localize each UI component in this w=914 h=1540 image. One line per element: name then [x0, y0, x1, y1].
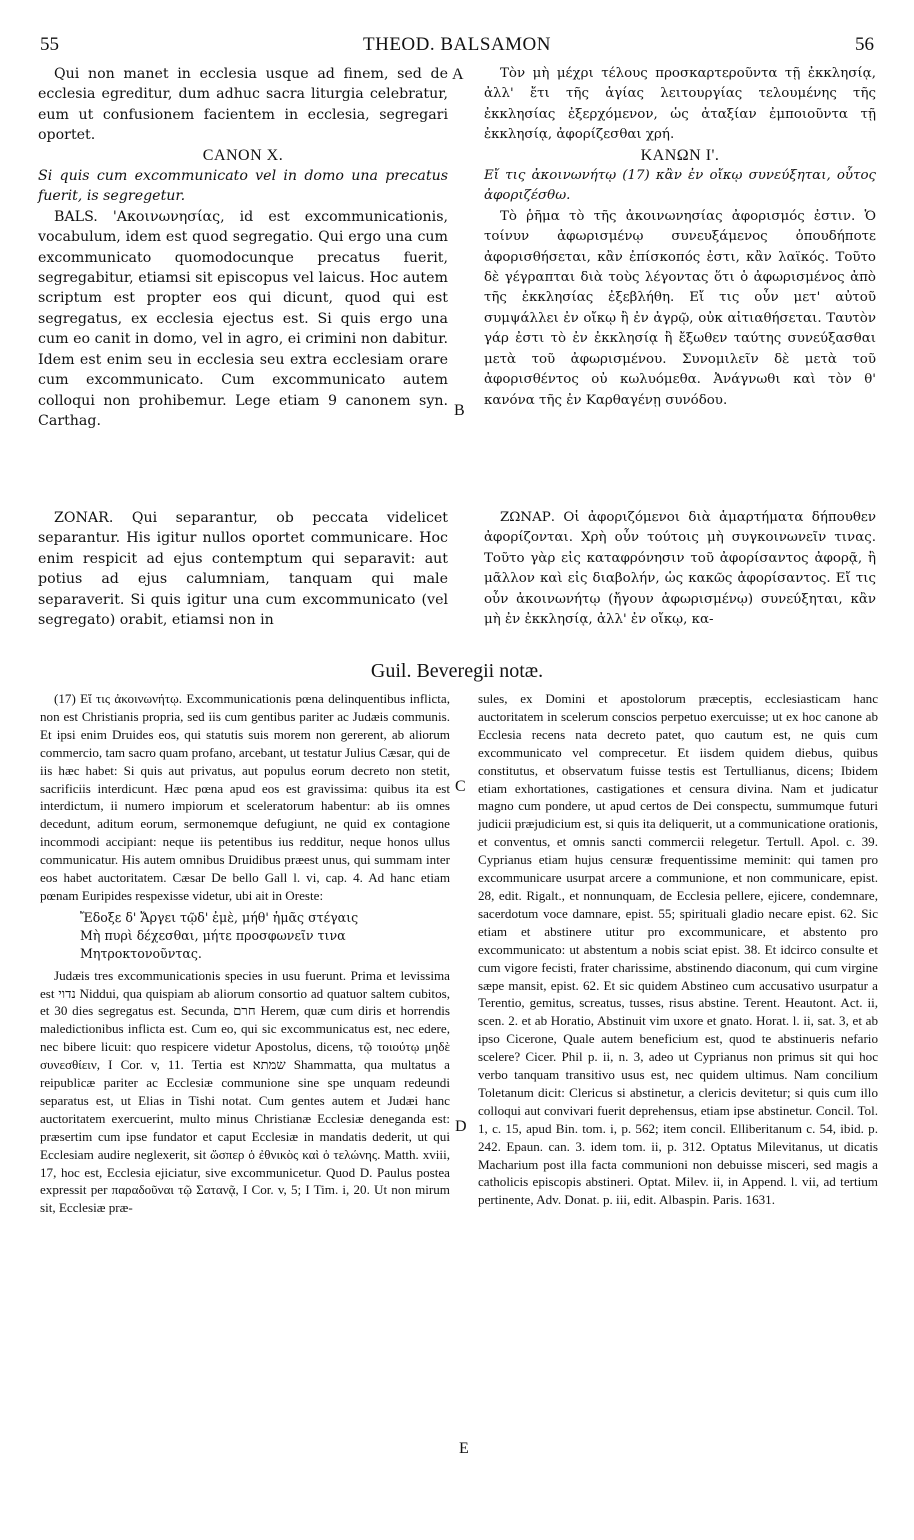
greek-column: [484, 64, 876, 411]
running-title: THEOD. BALSAMON: [363, 34, 551, 55]
greek-intro: Τὸν μὴ μέχρι τέλους προσκαρτεροῦντα τῇ ἐκκλησίᾳ, ἀλλ' ἔτι τῆς ἁγίας λειτουργίας τελουμένης τῆς ἐκκλησίας ἐξερχόμενον, ὡς ἀταξίαν ἐμποιοῦντα τῇ ἐκκλησίᾳ, ἀφορίζεσθαι χρή.: [484, 66, 876, 143]
page-number-left: 55: [40, 34, 59, 55]
latin-column: [38, 64, 448, 431]
euripides-verse: [40, 909, 450, 963]
note-17-part-1: (17) Εἴ τις ἀκοινωνήτῳ. Excommunicationis pœna delinquentibus inflicta, non est Christianis propria, sed iis cum gentibus pariter ac Judæis communis. Et ipsi enim Druides eos, qui statutis suis morem non gererent, ab aliorum commercio, tam sacro quam profano, arcebant, ut testatur Julius Cæsar, qui de iis hæc habet: Si quis aut privatus, aut populus eorum decreto non stetit, sacrificiis interdicunt. Hæc pœna apud eos est gravissima: quibus ita est interdictum, ii numero impiorum et sceleratorum habentur: ab iis omnes decedunt, aditum eorum, sermonemque defugiunt, ne quid ex contagione incommodi accipiant: neque iis petentibus ius redditur, neque honos ullus communicatur. His autem omnibus Druidibus præest unus, qui summam inter eos habet auctoritatem. Cæsar De bello Gall l. vi, cap. 4. Ad hanc etiam pœnam Euripides respexisse videtur, ubi ait in Oreste:: [40, 691, 450, 903]
latin-canon-text: Si quis cum excommunicato vel in domo una precatus fuerit, is segregetur.: [38, 168, 448, 205]
verse-line-1: Ἔδοξε δ' Ἄργει τῷδ' ἐμὲ, μήθ' ἡμᾶς στέγαις: [80, 909, 359, 925]
greek-canon-title: ΚΑΝΩΝ Ι'.: [640, 146, 720, 164]
notes-heading: Guil. Beveregii notæ.: [370, 660, 544, 682]
running-header: [40, 34, 874, 60]
margin-marker-c: C: [455, 778, 466, 795]
margin-marker-d: D: [455, 1118, 467, 1135]
latin-canon-title: CANON X.: [202, 146, 284, 164]
verse-line-2: Μὴ πυρὶ δέχεσθαι, μήτε προσφωνεῖν τινα: [80, 927, 346, 943]
margin-marker-e: E: [459, 1440, 469, 1457]
notes-right-column: [478, 690, 878, 1209]
verse-line-3: Μητροκτονοῦντας.: [80, 945, 202, 961]
latin-balsamon-commentary: BALS. 'Ακοινωνησίας, id est excommunicationis, vocabulum, idem est quod segregatio. Qui ergo una cum excommunicato quomodocunque precatus fuerit, segregabitur, etiamsi sit episcopus vel laicus. Hoc autem scriptum est propter eos qui dicunt, quod qui est segregatus, ex ecclesia ejectus est. Si quis ergo una cum eo canit in domo, vel in agro, ei crimini non dabitur. Idem est enim seu in ecclesia seu extra ecclesiam orare cum excommunicato. Cum excommunicato autem colloqui non prohibemur. Lege etiam 9 canonem syn. Carthag.: [38, 208, 448, 429]
latin-zonaras-commentary: ZONAR. Qui separantur, ob peccata videlicet separantur. His igitur nullos oportet communicare. Hoc enim respicit ad ejus contemptum qui separavit: aut potius ad ejus calumniam, tanquam qui male separaverit. Si quis igitur una cum excommunicato (vel segregato) orabit, etiamsi non in: [38, 510, 448, 629]
notes-left-column: [40, 690, 450, 1217]
page-number-right: 56: [855, 34, 874, 55]
margin-marker-b: B: [454, 402, 465, 419]
latin-column-zonaras: [38, 508, 448, 630]
note-17-part-2: Judæis tres excommunicationis species in usu fuerunt. Prima et levissima est נדוי Niddui, qua quispiam ab aliorum consortio ad quatuor saltem cubitos, et 30 dies segregatus est. Secunda, חרם Herem, quæ cum diris et horrendis maledictionibus inflicta est. Cum eo, qui sic excommunicatus est, nec edere, nec bibere licuit: quo respicere videtur Apostolus, dicens, τῷ τοιούτῳ μηδὲ συνεσθίειν, I Cor. v, 11. Tertia est שמתא Shammatta, qua multatus a reipublicæ pariter ac Ecclesiæ communione sine spe unquam redeundi separatus est, ut Elias in Tishi notat. Cum gentes autem et Judæi hanc auctoritatem exercuerint, multo minus Christianæ Ecclesiæ deneganda est: præsertim cum ipse fundator et caput Ecclesiæ in mandatis dederit, ut qui Ecclesiam audire neglexerit, sit ὥσπερ ὁ ἐθνικὸς καὶ ὁ τελώνης. Matth. xviii, 17, hoc est, Ecclesia ejiciatur, sive excommunicetur. Quod D. Paulus postea expressit per παραδοῦναι τῷ Σατανᾷ, I Cor. v, 5; I Tim. i, 20. Ut non mirum sit, Ecclesiæ præ-: [40, 967, 450, 1216]
greek-balsamon-commentary: Τὸ ῥῆμα τὸ τῆς ἀκοινωνησίας ἀφορισμός ἐστιν. Ὁ τοίνυν ἀφωρισμένῳ συνευξάμενος ὁπουδήποτε ἀφορισθήσεται, κἂν ἐπίσκοπός ἐστι, κἂν λαϊκός. Τοῦτο δὲ γέγραπται διὰ τοὺς λέγοντας ὅτι ὁ ἀφωρισμένος ἀπὸ τῆς ἐκκλησίας ἐξεβλήθη. Εἴ τις οὖν μετ' αὐτοῦ συμψάλλει ἐν οἴκῳ ἢ ἐν ἀγρῷ, οὐκ αἰτιαθήσεται. Ταυτὸν γάρ ἐστι τὸ ἐν ἐκκλησίᾳ ἢ ἔξωθεν ταύτης συνεύξασθαι μετὰ τοῦ ἀφωρισμένου. Συνομιλεῖν δὲ μετὰ τοῦ ἀφορισθέντος οὐ κωλυόμεθα. Ἀνάγνωθι καὶ τὸν θ' κανόνα τῆς ἐν Καρθαγένῃ συνόδου.: [484, 208, 876, 408]
greek-canon-text: Εἴ τις ἀκοινωνήτῳ (17) κἂν ἐν οἴκῳ συνεύξηται, οὗτος ἀφοριζέσθω.: [484, 168, 876, 204]
margin-marker-a: A: [452, 66, 464, 83]
note-17-continuation: sules, ex Domini et apostolorum præceptis, ecclesiasticam hanc auctoritatem in scelerum conscios perpetuo exercuisse; ut ex hoc canone ab Ecclesia recens nata decreto patet, quo cautum est, ne quis cum excommunicato vel comprecetur. Et iisdem quidem diebus, quibus constitutus, et observatum fuisse testis est Tertullianus, dicens; Ibidem etiam exhortationes, castigationes et censura divina. Nam et judicatur magno cum pondere, ut apud certos de Dei conspectu, summumque futuri judicii præjudicium est, si quis ita deliquerit, ut a communicatione orationis, et conventus, et omnis sancti commercii relegetur. Tertull. Apol. c. 39. Cyprianus etiam hujus censuræ frequentissime meminit: qui tamen pro excommunicare usurpat arcere a communione, et non communicare, epist. 28, edit. Rigalt., et nonnunquam, de Ecclesia pellere, ejicere, condemnare, sacerdotum voce damnare, epist. 55; spirituali gladio necare epist. 62. Sic etiam et abstinere utitur pro excommunicare, et abstento pro excommunicato: ut abstentum a nobis sciat epist. 38. Et idcirco consulte et cum vigore fecisti, frater charissime, abstinendo diaconum, qui cum virgine sæpe mansit, epist. 62. Et sic quidem Abstineo cum accusativo usurpatur a Terentio, gemitus, screatus, tusses, risus abstine. Terent. Heautont. Act. ii, scen. 2. et ab Horatio, Abstinuit vim uxore et gnato. Horat. l. ii, sat. 3, et ab ipso Cicerone, Quale autem beneficium est, quod te abstinueris nefario scelere? Cicer. Phil p. ii, n. 3, adeo ut Cyprianus non primus sit qui hoc verbo tanquam transitivo usus est, nec quidem ultimus. Nam concilium Toletanum dicit: Clericus si abstinetur, a clericis devitetur; si quis cum illo colloqui aut convivari fuerit deprehensus, etiam ipse abstinetur. Concil. Tol. 1, c. 15, apud Bin. tom. i, p. 562; item concil. Elliberitanum c. 54, ibid. p. 242. Epaun. can. 3. idem tom. ii, p. 312. Optatus Milevitanus, ut dicatis Macharium post illa facta communioni non debuisse misceri, sed magis a catholicis episcopis abstineri. Optat. Milev. ii, in Append. l. vii, ad tertium pertinente, Adv. Donat. p. iii, edit. Albaspin. Paris. 1631.: [478, 691, 878, 1208]
latin-intro: Qui non manet in ecclesia usque ad finem, sed de ecclesia egreditur, dum adhuc sacra liturgia celebratur, eum ut confusionem facientem in ecclesia, segregari oportet.: [38, 66, 448, 144]
greek-zonaras-commentary: ΖΩΝΑΡ. Οἱ ἀφοριζόμενοι διὰ ἁμαρτήματα δήπουθεν ἀφορίζονται. Χρὴ οὖν τούτοις μὴ συγκοινωνεῖν τινας. Τοῦτο γὰρ εἰς καταφρόνησιν τοῦ ἀφορίσαντος ἀφορᾷ, ἢ μᾶλλον καὶ εἰς διαβολήν, ὡς κακῶς ἀφορίσαντος. Εἴ τις οὖν ἀκοινωνήτῳ (ἤγουν ἀφωρισμένῳ) συνεύξηται, κἂν μὴ ἐν ἐκκλησίᾳ, ἀλλ' ἐν οἴκῳ, κα-: [484, 510, 876, 628]
greek-column-zonaras: [484, 508, 876, 630]
